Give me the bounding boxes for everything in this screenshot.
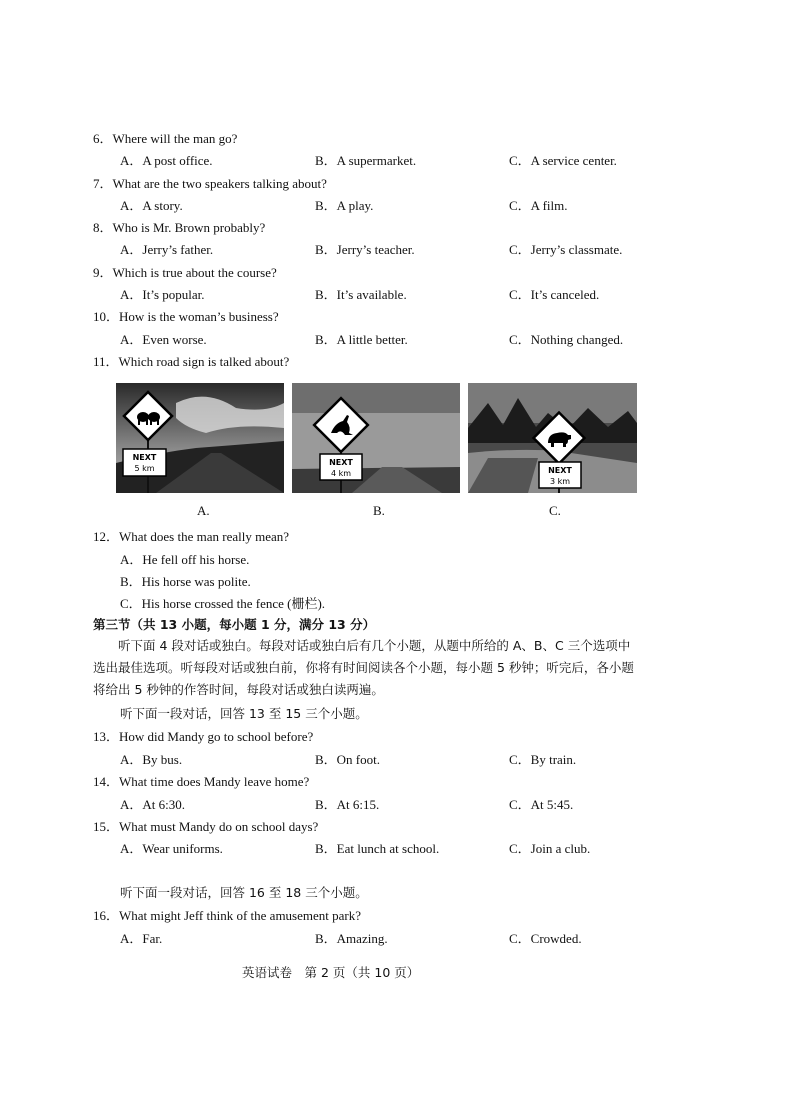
option-a: A．A post office. <box>120 153 213 168</box>
image-label-a: A. <box>197 503 210 518</box>
option-a: A．Wear uniforms. <box>120 841 223 856</box>
sign-a-line1: NEXT <box>132 453 157 462</box>
section-heading: 第三节（共 13 小题，每小题 1 分，满分 13 分） <box>93 617 376 632</box>
option-b: B．Eat lunch at school. <box>315 841 440 856</box>
option-b: B．A supermarket. <box>315 153 417 168</box>
image-label-c: C. <box>549 503 561 518</box>
option-b: B．A play. <box>315 198 374 213</box>
option-b: B．It’s available. <box>315 287 407 302</box>
option-b: B．His horse was polite. <box>120 574 251 589</box>
option-c: C．Join a club. <box>509 841 591 856</box>
option-c: C．By train. <box>509 752 577 767</box>
option-a: A．A story. <box>120 198 183 213</box>
road-sign-photo-b-image <box>292 383 460 493</box>
question-stem: 14．What time does Mandy leave home? <box>93 774 310 789</box>
road-sign-photo-b <box>292 383 460 493</box>
road-sign-photo-c-image <box>468 383 637 493</box>
image-label-b: B. <box>373 503 385 518</box>
question-11-stem: 11．Which road sign is talked about? <box>93 354 290 369</box>
sign-b-line2: 4 km <box>330 469 352 478</box>
option-c: C．A film. <box>509 198 568 213</box>
sign-c-line2: 3 km <box>549 477 571 486</box>
dialogue-intro-2: 听下面一段对话，回答 16 至 18 三个小题。 <box>120 885 368 900</box>
option-a: A．Far. <box>120 931 163 946</box>
question-stem: 7．What are the two speakers talking about? <box>93 176 327 191</box>
sign-b-line1: NEXT <box>329 458 353 467</box>
road-sign-photo-a-image <box>116 383 284 493</box>
option-c: C．At 5:45. <box>509 797 574 812</box>
option-a: A．It’s popular. <box>120 287 205 302</box>
road-sign-photo-c <box>468 383 637 493</box>
sign-c-line1: NEXT <box>548 466 572 475</box>
sign-a-line2: 5 km <box>134 464 155 473</box>
page-footer: 英语试卷 第 2 页（共 10 页） <box>242 965 420 980</box>
option-b: B．At 6:15. <box>315 797 380 812</box>
question-stem: 13．How did Mandy go to school before? <box>93 729 314 744</box>
option-c: C．Crowded. <box>509 931 582 946</box>
option-c: C．His horse crossed the fence (栅栏). <box>120 596 326 611</box>
option-c: C．A service center. <box>509 153 617 168</box>
option-b: B．Jerry’s teacher. <box>315 242 415 257</box>
option-c: C．It’s canceled. <box>509 287 600 302</box>
section-instructions: 听下面 4 段对话或独白。每段对话或独白后有几个小题，从题中所给的 A、B、C 三个选项中选出最佳选项。听每段对话或独白前，你将有时间阅读各个小题，每小题 5 秒钟；听完后，各小题将给出 5 秒钟的作答时间，每段对话或独白读两遍。 <box>93 638 634 697</box>
question-stem: 10．How is the woman’s business? <box>93 309 279 324</box>
question-stem: 16．What might Jeff think of the amusement park? <box>93 908 361 923</box>
road-sign-photo-a <box>116 383 284 493</box>
option-b: B．Amazing. <box>315 931 388 946</box>
option-c: C．Jerry’s classmate. <box>509 242 623 257</box>
option-a: A．Even worse. <box>120 332 207 347</box>
question-stem: 9．Which is true about the course? <box>93 265 277 280</box>
dialogue-intro-1: 听下面一段对话，回答 13 至 15 三个小题。 <box>120 706 368 721</box>
option-c: C．Nothing changed. <box>509 332 624 347</box>
option-a: A．By bus. <box>120 752 183 767</box>
question-stem: 8．Who is Mr. Brown probably? <box>93 220 266 235</box>
question-stem: 12．What does the man really mean? <box>93 529 290 544</box>
question-stem: 6．Where will the man go? <box>93 131 238 146</box>
option-a: A．At 6:30. <box>120 797 186 812</box>
option-b: B．On foot. <box>315 752 381 767</box>
option-a: A．He fell off his horse. <box>120 552 250 567</box>
option-b: B．A little better. <box>315 332 408 347</box>
question-stem: 15．What must Mandy do on school days? <box>93 819 319 834</box>
option-a: A．Jerry’s father. <box>120 242 214 257</box>
